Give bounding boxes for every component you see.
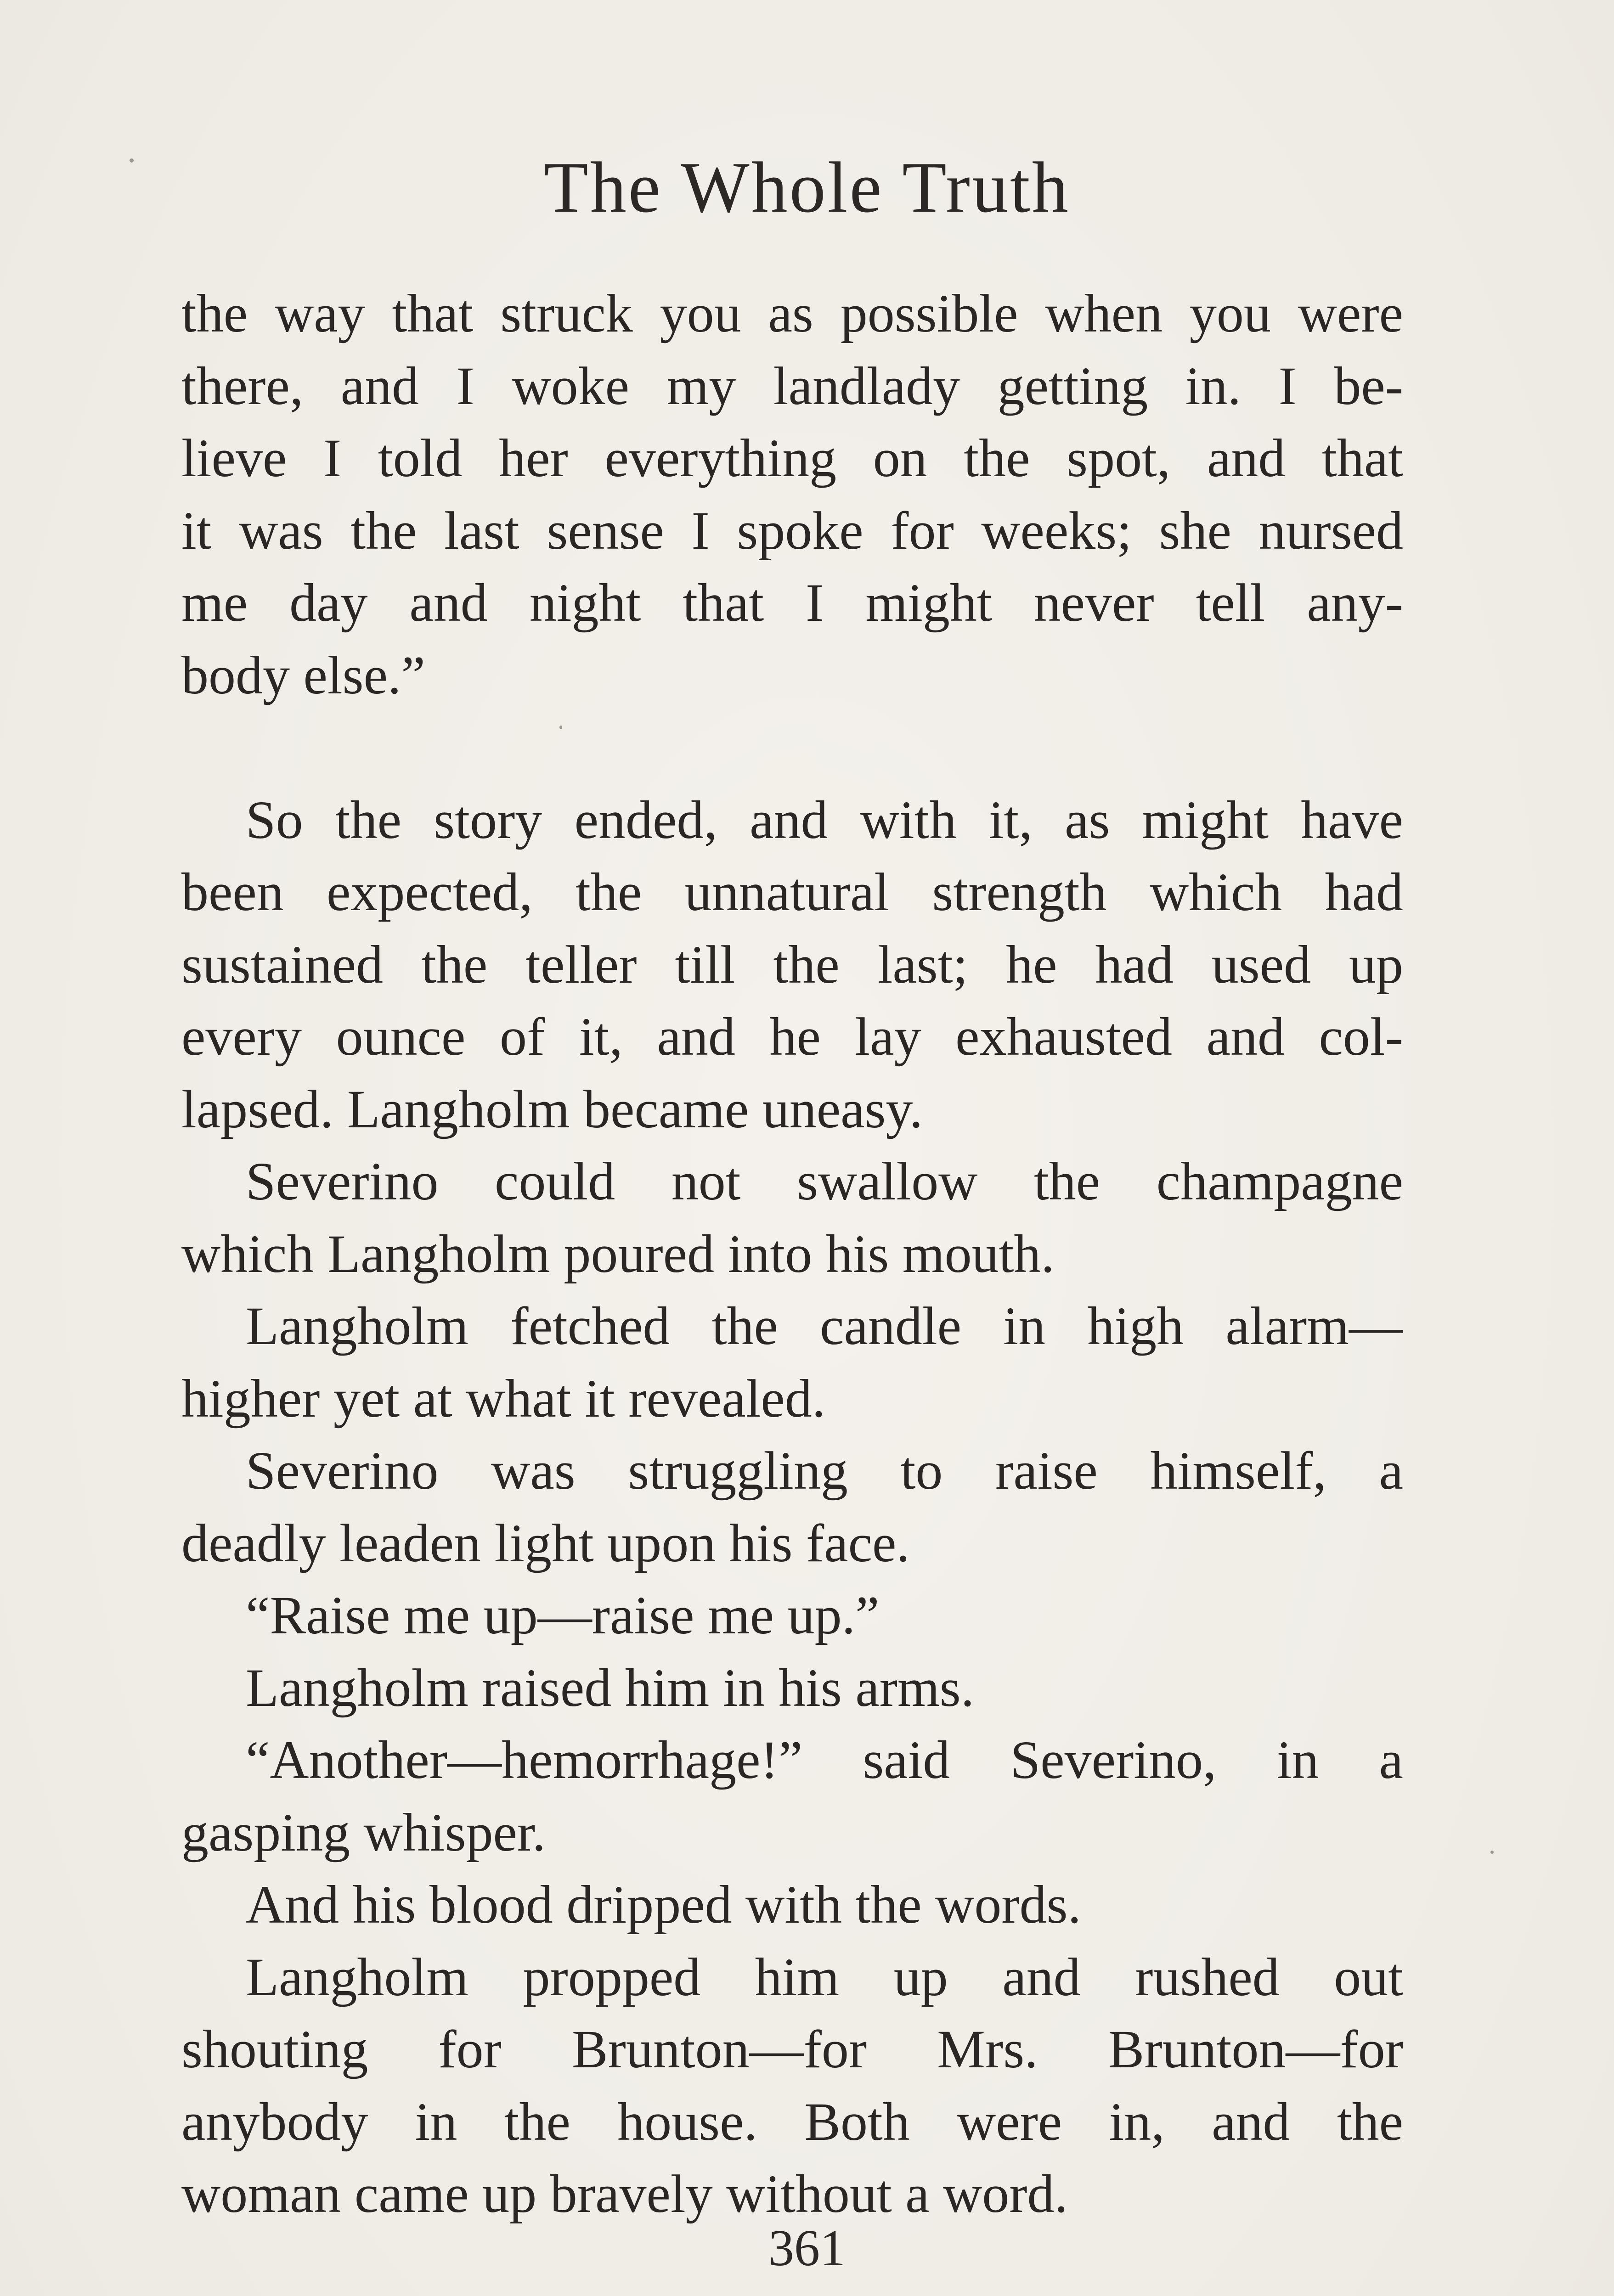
paper-speck <box>130 158 134 163</box>
text-line: “Raise me up—raise me up.” <box>246 1585 880 1645</box>
text-line: woman came up bravely without a word. <box>181 2164 1068 2224</box>
text-line: higher yet at what it revealed. <box>181 1368 826 1429</box>
text-line: lapsed. Langholm became uneasy. <box>181 1079 923 1139</box>
text-line: Severino was struggling to raise himself, a <box>246 1441 1403 1501</box>
paper-speck <box>1490 1851 1494 1854</box>
text-line: So the story ended, and with it, as might have <box>246 789 1403 850</box>
text-line: Langholm propped him up and rushed out <box>246 1947 1403 2007</box>
text-line: every ounce of it, and he lay exhausted and col- <box>181 1007 1403 1067</box>
paragraph <box>181 1868 1403 1941</box>
text-line: Langholm raised him in his arms. <box>246 1657 975 1718</box>
text-line: “Another—hemorrhage!” said Severino, in a <box>246 1730 1403 1790</box>
text-line: body else.” <box>181 645 425 705</box>
page-number: 361 <box>768 2220 846 2277</box>
paragraph <box>181 277 1403 711</box>
text-line: lieve I told her everything on the spot, and that <box>181 428 1403 488</box>
text-line: there, and I woke my landlady getting in. I be- <box>181 355 1403 416</box>
text-line: anybody in the house. Both were in, and the <box>181 2091 1403 2152</box>
text-line: gasping whisper. <box>181 1802 546 1863</box>
text-line: the way that struck you as possible when you were <box>181 283 1403 343</box>
text-line: which Langholm poured into his mouth. <box>181 1223 1055 1284</box>
paragraph <box>181 1290 1403 1435</box>
paragraph <box>181 1652 1403 1724</box>
paragraph <box>181 784 1403 1146</box>
text-line: Severino could not swallow the champagne <box>246 1151 1403 1211</box>
text-line: it was the last sense I spoke for weeks; she nursed <box>181 500 1403 561</box>
text-line: shouting for Brunton—for Mrs. Brunton—for <box>181 2019 1403 2079</box>
section-break <box>181 711 1403 784</box>
text-line: deadly leaden light upon his face. <box>181 1513 910 1573</box>
text-line: me day and night that I might never tell any- <box>181 573 1403 633</box>
text-line: And his blood dripped with the words. <box>246 1874 1082 1935</box>
text-line: Langholm fetched the candle in high alarm— <box>246 1296 1403 1356</box>
paragraph <box>181 1941 1403 2230</box>
running-head: The Whole Truth <box>544 147 1070 228</box>
paragraph <box>181 1435 1403 1579</box>
text-line: sustained the teller till the last; he had used up <box>181 934 1403 995</box>
paragraph <box>181 1145 1403 1290</box>
text-line: been expected, the unnatural strength which had <box>181 862 1403 922</box>
body-text <box>181 277 1403 2230</box>
paragraph <box>181 1724 1403 1868</box>
paragraph <box>181 1579 1403 1652</box>
paper-speck <box>559 726 562 729</box>
